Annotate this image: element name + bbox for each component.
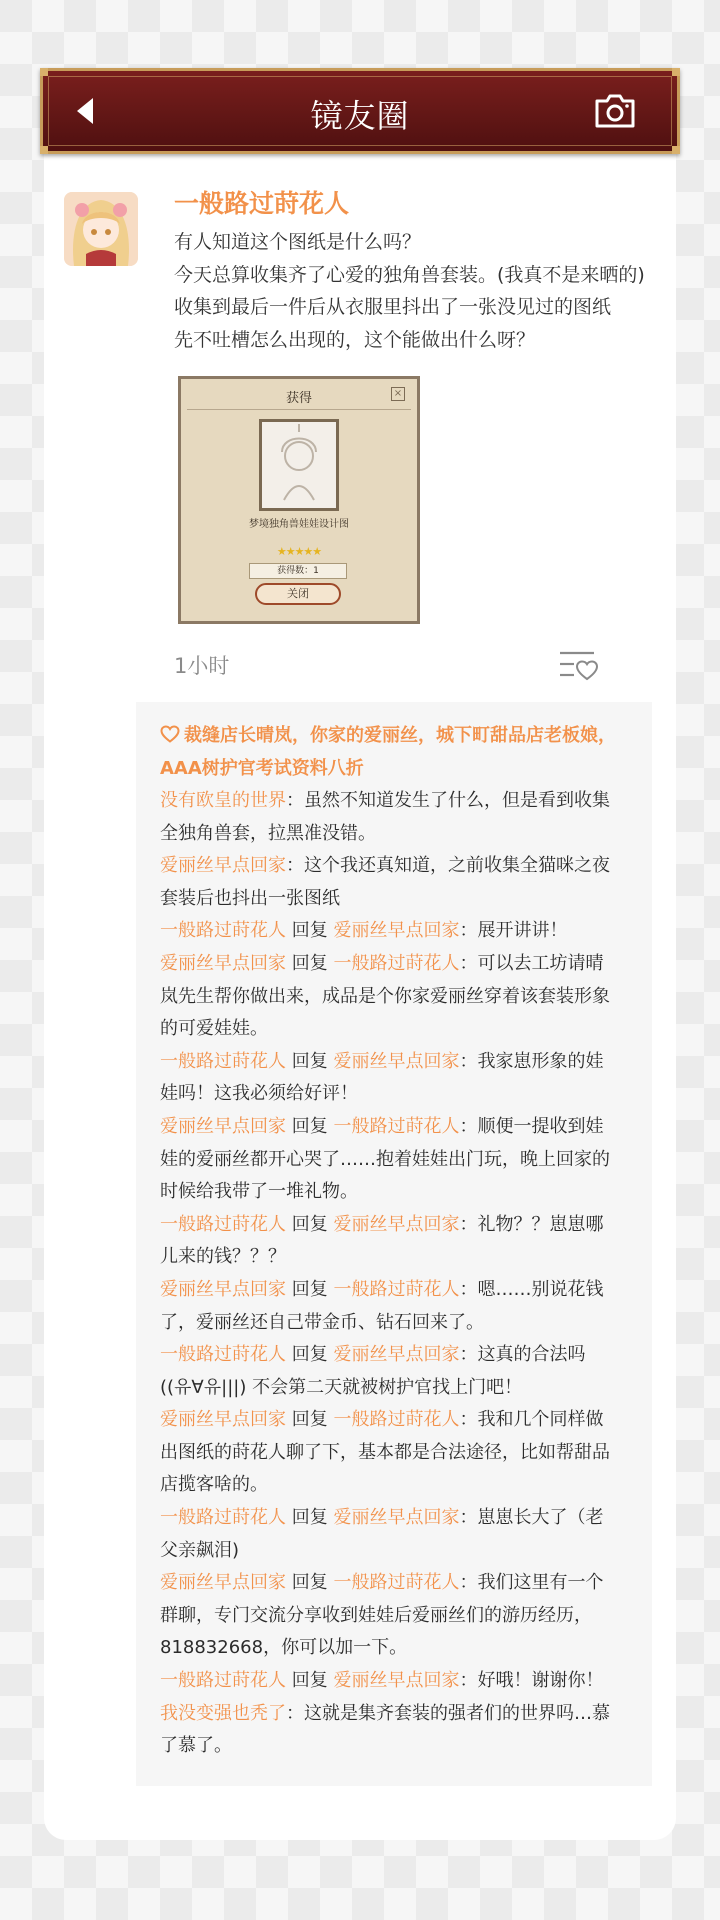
comment-line <box>160 1209 644 1242</box>
comment-text: 回复 <box>286 1278 334 1300</box>
comment-text: 回复 <box>286 920 334 942</box>
comment-line <box>160 1013 644 1046</box>
comment-text: ：这就是集齐套装的强者们的世界吗…慕 <box>286 1702 610 1724</box>
comment-line <box>160 1241 644 1274</box>
commenter-name[interactable]: 爱丽丝早点回家 <box>160 1115 286 1137</box>
comment-line <box>160 1632 644 1665</box>
dialog-close-button: 关闭 <box>255 583 341 605</box>
comments-section <box>136 702 652 1786</box>
top-bar <box>40 68 680 154</box>
comment-text: 群聊，专门交流分享收到娃娃后爱丽丝们的游历经历， <box>160 1604 592 1626</box>
post-body <box>174 226 654 356</box>
post-text-line: 今天总算收集齐了心爱的独角兽套装。(我真不是来晒的) <box>174 263 645 286</box>
comment-line <box>160 1567 644 1600</box>
post-author-name[interactable]: 一般路过莳花人 <box>174 189 350 218</box>
comment-line <box>160 948 644 981</box>
post-text-line: 先不吐槽怎么出现的，这个能做出什么呀？ <box>174 328 536 351</box>
comment-text: 回复 <box>286 952 334 974</box>
commenter-name[interactable]: 爱丽丝早点回家 <box>160 1572 286 1594</box>
comment-text: ：好哦！谢谢你！ <box>459 1670 604 1692</box>
comment-text: ：展开讲讲！ <box>459 920 568 942</box>
comment-text: ：这个我还真知道，之前收集全猫咪之夜 <box>286 855 610 877</box>
commenter-name[interactable]: 爱丽丝早点回家 <box>333 1670 460 1692</box>
commenter-name[interactable]: 我没变强也秃了 <box>160 1702 286 1724</box>
comment-text: ：可以去工坊请晴 <box>459 952 604 974</box>
commenter-name[interactable]: 爱丽丝早点回家 <box>160 952 286 974</box>
commenter-name[interactable]: 一般路过莳花人 <box>333 1409 460 1431</box>
comment-text: ((유∀유|||) 不会第二天就被树护官找上门吧！ <box>160 1376 523 1398</box>
comment-line <box>160 850 644 883</box>
commenter-name[interactable]: 爱丽丝早点回家 <box>160 1278 286 1300</box>
commenter-name[interactable]: 爱丽丝早点回家 <box>333 1213 460 1235</box>
comment-text: ：我们这里有一个 <box>459 1572 604 1594</box>
comment-text: ：我家崽形象的娃 <box>459 1050 604 1072</box>
commenter-name[interactable]: 没有欧皇的世界 <box>160 790 286 811</box>
comment-text: 回复 <box>286 1344 334 1366</box>
comment-text: ：礼物？？崽崽哪 <box>459 1213 604 1235</box>
comment-line <box>160 981 644 1014</box>
comment-line <box>160 1176 644 1209</box>
commenter-name[interactable]: 爱丽丝早点回家 <box>333 1344 460 1366</box>
commenter-name[interactable]: 一般路过莳花人 <box>160 1050 286 1072</box>
comment-text: 回复 <box>286 1572 334 1594</box>
comment-text: 套装后也抖出一张图纸 <box>160 887 340 909</box>
likes-list <box>160 720 644 785</box>
comment-text: ：我和几个同样做 <box>459 1409 604 1431</box>
commenter-name[interactable]: 一般路过莳花人 <box>333 1115 460 1137</box>
close-icon: × <box>391 387 405 401</box>
comment-text: 全独角兽套，拉黑准没错。 <box>160 822 376 844</box>
heart-outline-icon <box>160 725 180 743</box>
comment-line <box>160 818 644 851</box>
commenter-name[interactable]: 一般路过莳花人 <box>333 1278 460 1300</box>
rating-stars: ★★★★★ <box>276 545 322 558</box>
commenter-name[interactable]: 一般路过莳花人 <box>160 920 286 942</box>
comment-line <box>160 883 644 916</box>
likes-line <box>160 720 644 753</box>
like-comment-icon[interactable] <box>558 648 598 682</box>
comment-text: 时候给我带了一堆礼物。 <box>160 1181 358 1203</box>
item-count: 获得数：1 <box>249 563 347 579</box>
comment-line <box>160 1502 644 1535</box>
comment-line <box>160 1404 644 1437</box>
commenter-name[interactable]: 一般路过莳花人 <box>333 1572 460 1594</box>
comment-line <box>160 785 644 818</box>
comment-line <box>160 1274 644 1307</box>
comment-text: 回复 <box>286 1050 334 1072</box>
comment-text: 父亲飙泪) <box>160 1539 240 1561</box>
comment-line <box>160 1078 644 1111</box>
comment-text: ：嗯……别说花钱 <box>459 1278 604 1300</box>
commenter-name[interactable]: 一般路过莳花人 <box>160 1507 286 1529</box>
item-name: 梦境独角兽娃娃设计图 <box>249 519 349 530</box>
comment-text: 回复 <box>286 1213 334 1235</box>
comment-line <box>160 1469 644 1502</box>
item-picture <box>259 419 339 511</box>
comment-text: 了慕了。 <box>160 1735 232 1757</box>
comment-line <box>160 1111 644 1144</box>
commenter-name[interactable]: 一般路过莳花人 <box>160 1670 286 1692</box>
comment-text: 店揽客啥的。 <box>160 1474 268 1496</box>
comment-line <box>160 1307 644 1340</box>
post-timestamp: 1小时 <box>174 654 230 678</box>
post-text-line: 有人知道这个图纸是什么吗？ <box>174 231 422 253</box>
commenter-name[interactable]: 爱丽丝早点回家 <box>333 920 460 942</box>
comment-line <box>160 1144 644 1177</box>
comment-text: ：虽然不知道发生了什么，但是看到收集 <box>286 790 610 811</box>
commenter-name[interactable]: 爱丽丝早点回家 <box>160 1409 286 1431</box>
comment-line <box>160 1698 644 1731</box>
comment-list <box>160 785 644 1763</box>
comment-text: 儿来的钱？？？ <box>160 1246 286 1268</box>
comment-line <box>160 1437 644 1470</box>
post-text-line: 收集到最后一件后从衣服里抖出了一张没见过的图纸 <box>174 296 612 319</box>
comment-line <box>160 1372 644 1405</box>
comment-text: 娃吗！这我必须给好评！ <box>160 1083 358 1105</box>
comment-text: 回复 <box>286 1507 334 1529</box>
commenter-name[interactable]: 一般路过莳花人 <box>160 1213 286 1235</box>
avatar[interactable] <box>64 192 138 266</box>
comment-text: ：崽崽长大了（老 <box>459 1507 604 1529</box>
dialog-title: 获得 <box>285 391 312 406</box>
comment-text: 岚先生帮你做出来，成品是个你家爱丽丝穿着该套装形象 <box>160 985 610 1007</box>
comment-text: ：这真的合法吗 <box>459 1344 586 1366</box>
likes-line: AAA树护官考试资料八折 <box>160 757 364 779</box>
comment-text: ：顺便一提收到娃 <box>459 1115 604 1137</box>
commenter-name[interactable]: 爱丽丝早点回家 <box>333 1050 460 1072</box>
commenter-name[interactable]: 一般路过莳花人 <box>333 952 460 974</box>
comment-line <box>160 915 644 948</box>
comment-line <box>160 1665 644 1698</box>
likes-text: 裁缝店长晴岚，你家的爱丽丝，城下町甜品店老板娘， <box>184 725 616 746</box>
comment-line <box>160 1600 644 1633</box>
comment-text: 了，爱丽丝还自己带金币、钻石回来了。 <box>160 1311 484 1333</box>
comment-line <box>160 1535 644 1568</box>
post-image[interactable] <box>178 376 420 624</box>
comment-text: 回复 <box>286 1670 334 1692</box>
commenter-name[interactable]: 爱丽丝早点回家 <box>333 1507 460 1529</box>
comment-line <box>160 1730 644 1763</box>
comment-text: 回复 <box>286 1409 334 1431</box>
comment-text: 娃的爱丽丝都开心哭了……抱着娃娃出门玩，晚上回家的 <box>160 1148 610 1170</box>
comment-line <box>160 1046 644 1079</box>
comment-text: 出图纸的莳花人聊了下，基本都是合法途径，比如帮甜品 <box>160 1441 610 1463</box>
page-title: 镜友圈 <box>310 97 410 135</box>
commenter-name[interactable]: 爱丽丝早点回家 <box>160 855 286 877</box>
comment-line <box>160 1339 644 1372</box>
comment-text: 818832668，你可以加一下。 <box>160 1637 408 1659</box>
camera-icon[interactable] <box>593 91 637 131</box>
comment-text: 的可爱娃娃。 <box>160 1018 268 1040</box>
comment-text: 回复 <box>286 1115 334 1137</box>
commenter-name[interactable]: 一般路过莳花人 <box>160 1344 286 1366</box>
